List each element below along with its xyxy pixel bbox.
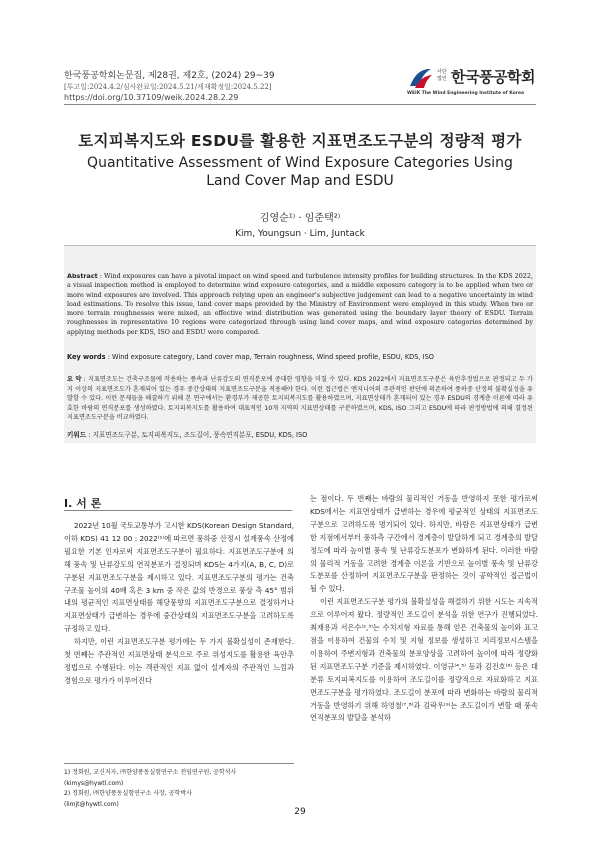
keywords-korean-text: : 지표면조도구분, 토지피복지도, 조도길이, 풍속연직분포, ESDU, KDS, ISO bbox=[88, 431, 308, 439]
body-column-right bbox=[310, 493, 538, 725]
section-number: I. bbox=[64, 497, 73, 510]
body-column-left bbox=[64, 520, 294, 688]
body-paragraph: 2022년 10월 국토교통부가 고시한 KDS(Korean Design Standard, 이하 KDS) 41 12 00 : 2022⁽¹⁾에 따르면 풍하중 산정시 설계풍속 산정에 필요한 기본 인자로써 지표면조도구분이 필요하다. 지표면조도구분에 의해 풍속 및 난류강도의 연직분포가 결정되며 KDS는 4가지(A, B, C, D)로 구분된 지표면조도구분을 제시하고 있다. 지표면조도구분의 평가는 건축구조물 높이의 40배 혹은 3 km 중 작은 값의 반경으로 풍상 측 45° 범위 내의 평균적인 지표면상태를 해당풍향의 지표면조도구분으로 결정하거나 지표면상태가 급변하는 경우에 중간상태의 지표면조도구분을 고려하도록 규정하고 있다. bbox=[64, 521, 294, 634]
section-title: 서 론 bbox=[76, 497, 102, 510]
keywords-english bbox=[67, 353, 533, 362]
footnote-email-1[interactable]: (kimys@hywtl.com) bbox=[64, 779, 124, 787]
journal-header bbox=[64, 70, 394, 103]
footnote-author-1: 1) 정회원, 교신저자, ㈜한양풍동실험연구소 전임연구원, 공학석사 bbox=[64, 769, 237, 776]
society-logo bbox=[407, 64, 557, 96]
footnote-divider bbox=[64, 763, 294, 764]
doi-link[interactable]: https://doi.org/10.37109/weik.2024.28.2.29 bbox=[64, 93, 239, 102]
korean-summary-text: : 지표면조도는 건축구조물에 작용하는 풍속과 난류강도의 연직분포에 중대한 영향을 미칠 수 있다. KDS 2022에서 지표면조도구분은 육안추정법으로 판정되고 두 가지 이상의 지표면조도가 혼재되어 있는 경우 중간상태의 지표면조도구분을 적용해야 한다. 이런 접근법은 엔지니어의 주관적인 판단에 의존하여 풍하중 산정의 불확실성을 유발할 수 있다. 이런 문제들을 해결하기 위해 본 연구에서는 환경부가 제공한 토지피복지도를 활용하였으며, 지표면상태가 혼재되어 있는 경우 ESDU의 경계층 이론에 따라 유효한 바람의 연직분포를 생성하였다. 토지피복지도를 활용하여 대표적인 10개 지역의 지표면상태를 구분하였으며, KDS, ISO 그리고 ESDU에 따라 판정방법에 의해 결정된 지표면조도구분을 비교하였다. bbox=[67, 376, 534, 421]
section-divider bbox=[64, 510, 292, 511]
body-paragraph: 이런 지표면조도구분 평가의 불확실성을 해결하기 위한 시도는 지속적으로 이루어져 왔다. 정량적인 조도길이 분석을 위한 연구가 진행되었다. 최재용과 서은수⁽²,³⁾는 수치지형 자료를 통해 얻은 건축물의 높이와 표고점을 이용하여 건물의 수치 및 지형 정보를 생성하고 지리정보시스템을 이용하여 주변지형과 건축물의 분포양상을 고려하여 높이에 따라 정량화된 지표면조도구분 기준을 제시하였다. 이영규⁽⁴,⁵⁾ 등과 김진호⁽⁶⁾ 등은 대분류 토지피복지도를 이용하여 조도길이를 정량적으로 자료화하고 지표면조도구분을 평가하였다. 조도길이 분포에 따라 변화하는 바람의 물리적 거동을 반영하기 위해 하영철⁽⁷,⁸⁾과 김락우⁽⁹⁾는 조도길이가 변할 때 풍속연직분포의 발달을 분석하 bbox=[310, 597, 538, 723]
footnotes bbox=[64, 768, 294, 810]
keywords-korean-label: 키워드 bbox=[67, 431, 87, 439]
submission-dates: [투고일:2024.4.2/심사완료일:2024.5.21/게재확정일:2024.5.22] bbox=[64, 83, 272, 91]
keywords-korean bbox=[67, 431, 533, 440]
abstract bbox=[67, 272, 533, 337]
logo-english-name: WEIK The Wind Engineering Institute of Korea bbox=[407, 91, 525, 96]
footnote-email-2[interactable]: (limjt@hywtl.com) bbox=[64, 800, 119, 808]
body-paragraph: 하지만, 이런 지표면조도구분 평가에는 두 가지 불확실성이 존재한다. 첫 번째는 주관적인 지표면상태 분석으로 주로 위성지도를 활용한 육안추정법으로 수행된다. 이는 객관적인 지표 없이 설계자의 주관적인 느낌과 경험으로 평가가 이루어진다 bbox=[64, 637, 294, 685]
weik-logo-icon bbox=[407, 64, 435, 92]
authors-english: Kim, Youngsun · Lim, Juntack bbox=[235, 229, 365, 239]
logo-corp-label: 사단 법인 bbox=[437, 69, 447, 82]
keywords-english-text: : Wind exposure category, Land cover map, Terrain roughness, Wind speed profile, ESDU, KDS, ISO bbox=[107, 353, 434, 361]
paper-title-korean: 토지피복지도와 ESDU를 활용한 지표면조도구분의 정량적 평가 bbox=[78, 132, 522, 150]
footnote-author-2: 2) 정회원, ㈜한양풍동실험연구소 사장, 공학박사 bbox=[64, 790, 192, 797]
page-number: 29 bbox=[294, 807, 306, 817]
authors-korean: 김영순¹⁾ · 임준택²⁾ bbox=[259, 213, 341, 224]
abstract-label: Abstract bbox=[67, 272, 98, 280]
paper-title-english: Quantitative Assessment of Wind Exposure Categories Using Land Cover Map and ESDU bbox=[87, 155, 513, 189]
section-heading bbox=[64, 495, 101, 511]
keywords-english-label: Key words bbox=[67, 353, 106, 361]
body-paragraph: 는 점이다. 두 번째는 바람의 물리적인 거동을 반영하지 못한 평가로써 KDS에서는 지표면상태가 급변하는 경우에 평균적인 상태의 지표면조도구분으로 고려하도록 명기되어 있다. 하지만, 바람은 지표면상태가 급변한 지점에서부터 풍하측 구간에서 경계층이 발달하게 되고 경계층의 발달정도에 따라 높이별 풍속 및 난류강도분포가 변화하게 된다. 이러한 바람의 물리적 거동을 고려한 경계층 이론을 기반으로 높이별 풍속 및 난류강도분포를 산정하여 지표면조도구분을 판정하는 것이 공학적인 접근법이 될 수 있다. bbox=[310, 494, 538, 594]
korean-summary-label: 요 약 bbox=[67, 376, 82, 383]
logo-society-name: 한국풍공학회 bbox=[451, 68, 535, 86]
abstract-text: : Wind exposures can have a pivotal impact on wind speed and turbulence intensity profiles for building structures. In the KDS 2022, a visual inspection method is employed to determine wind exposure categories, and a middle exposure category is to be applied when two or more wind exposures are involved. This approach relying upon an engineer's subjective judgement can lead to a negative uncertainty in wind load estimations. To resolve this issue, land cover maps provided by the Ministry of Environment were employed in this study. When two or more terrain roughnesses were mixed, an effective wind distribution was generated using the boundary layer theory of ESDU. Terrain roughnesses in representative 10 regions were categorized through using land cover maps, and wind exposure categories determined by applying methods per KDS, ISO and ESDU were compared. bbox=[67, 272, 533, 336]
korean-summary bbox=[67, 375, 533, 423]
journal-citation: 한국풍공학회논문집, 제28권, 제2호, (2024) 29~39 bbox=[64, 71, 275, 81]
header-divider bbox=[64, 104, 536, 105]
